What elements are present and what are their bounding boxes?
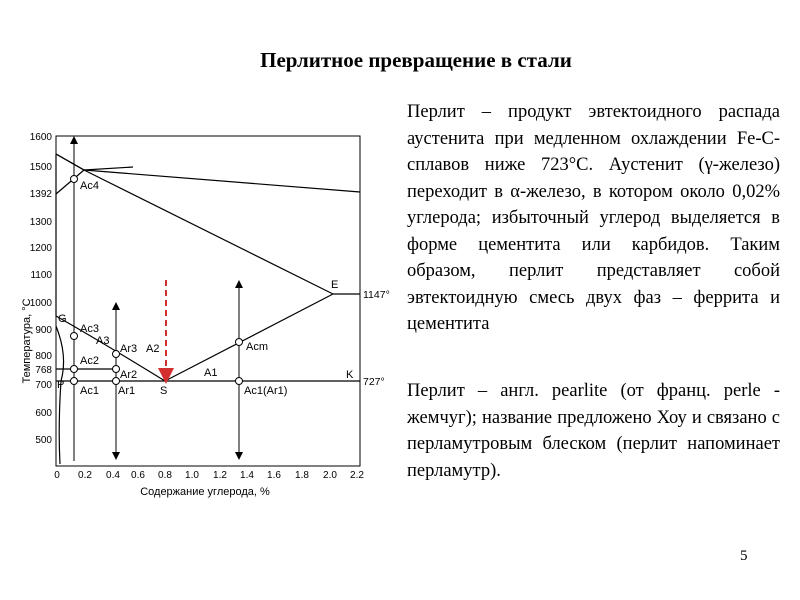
y-tick-label: 700 [35, 380, 52, 391]
x-tick-label: 0.6 [131, 470, 145, 481]
label-1147: 1147° [363, 289, 390, 301]
label-k: K [346, 369, 354, 381]
label-ac1: Ac1 [80, 385, 99, 397]
label-ar2: Ar2 [120, 369, 138, 381]
x-axis-label: Содержание углерода, % [140, 486, 270, 498]
point-labels [57, 180, 390, 397]
label-e: E [331, 279, 339, 291]
y-tick-label: 800 [35, 351, 52, 362]
phase-lines [56, 154, 360, 464]
label-ac2: Ac2 [80, 355, 99, 367]
y-tick-label: 900 [35, 325, 52, 336]
point-ar2 [113, 366, 120, 373]
x-tick-label: 2.0 [323, 470, 337, 481]
solidus-line [84, 170, 333, 294]
point-ar1 [113, 378, 120, 385]
x-tick-label: 1.4 [240, 470, 254, 481]
x-ticks [54, 470, 364, 481]
plot-frame [56, 136, 360, 466]
x-tick-label: 0.8 [158, 470, 172, 481]
y-tick-label: 1300 [29, 217, 52, 228]
slide-title: Перлитное превращение в стали [260, 48, 572, 72]
label-p: P [57, 379, 65, 391]
point-ar3 [113, 351, 120, 358]
y-axis-label: Температура, °C [21, 298, 33, 384]
x-tick-label: 1.2 [213, 470, 227, 481]
y-tick-label: 1000 [29, 298, 52, 309]
label-ac4: Ac4 [80, 180, 99, 192]
label-ac3: Ac3 [80, 323, 99, 335]
x-tick-label: 0.2 [78, 470, 92, 481]
label-ar1: Ar1 [118, 385, 136, 397]
label-g: G [58, 313, 67, 325]
label-s: S [160, 385, 168, 397]
label-a3: A3 [96, 335, 110, 347]
x-tick-label: 1.6 [267, 470, 281, 481]
y-tick-label: 1200 [29, 243, 52, 254]
line-se-acm [165, 294, 333, 381]
point-acm [236, 339, 243, 346]
label-ar3: Ar3 [120, 343, 138, 355]
point-ac1-ar1 [236, 378, 243, 385]
point-ac4 [71, 176, 78, 183]
y-ticks [30, 132, 53, 446]
paragraph-pearlite-definition: Перлит – продукт эвтектоидного распада аустенита при медленном охлаждении Fe-C-сплавов ниже 723°C. Аустенит (γ-железо) переходит в α-железо, в котором около 0,02% углерода; избыточный углерод выделяется в форме цементита или карбидов. Таким образом, перлит представляет собой эвтектоидную смесь двух фаз – феррита и цементита [407, 102, 780, 334]
label-a1: A1 [204, 367, 218, 379]
paragraph-pearlite-etymology: Перлит – англ. pearlite (от франц. perle - жемчуг); название предложено Хоу и связано с перламутровым блеском (перлит напоминает перламутр). [407, 381, 780, 481]
page-number: 5 [740, 548, 748, 564]
y-tick-label: 600 [35, 408, 52, 419]
delta-line-upper [56, 154, 133, 170]
point-ac2 [71, 366, 78, 373]
label-acm: Acm [246, 341, 268, 353]
x-tick-label: 0 [54, 470, 60, 481]
x-tick-label: 0.4 [106, 470, 120, 481]
line-gp [56, 326, 64, 381]
y-tick-label: 1600 [29, 132, 52, 143]
y-tick-label: 1392 [29, 189, 52, 200]
point-ac3 [71, 333, 78, 340]
x-tick-label: 1.0 [185, 470, 199, 481]
y-tick-label: 1500 [29, 162, 52, 173]
label-727: 727° [363, 376, 385, 388]
y-tick-label: 768 [35, 365, 52, 376]
line-pq [59, 381, 61, 464]
y-tick-label: 1100 [30, 270, 52, 281]
label-a2: A2 [146, 343, 160, 355]
label-ac1-ar1: Ac1(Ar1) [244, 385, 288, 397]
x-tick-label: 2.2 [350, 470, 364, 481]
y-tick-label: 500 [35, 435, 52, 446]
x-tick-label: 1.8 [295, 470, 309, 481]
iron-carbon-diagram [20, 126, 390, 506]
point-ac1 [71, 378, 78, 385]
liquidus-upper [84, 170, 360, 192]
liquidus-austenite [56, 154, 84, 170]
